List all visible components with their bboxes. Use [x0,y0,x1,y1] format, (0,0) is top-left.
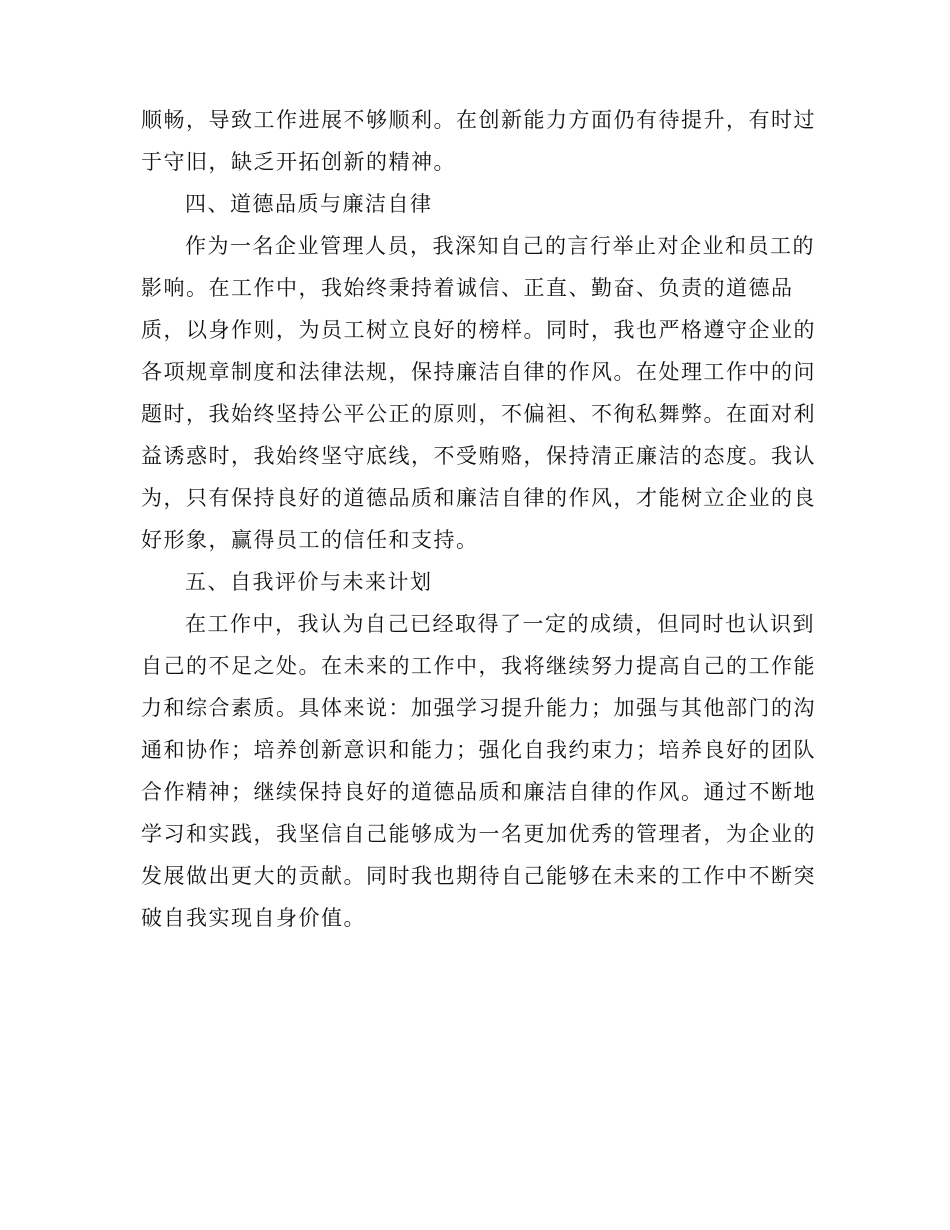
text-line: 顺畅，导致工作进展不够顺利。在创新能力方面仍有待提升，有时过 [141,108,816,132]
section-heading: 四、道德品质与廉洁自律 [185,192,433,216]
text-line: 影响。在工作中，我始终秉持着诚信、正直、勤奋、负责的道德品 [141,276,794,300]
text-line: 题时，我始终坚持公平公正的原则，不偏袒、不徇私舞弊。在面对利 [141,402,816,426]
text-line: 发展做出更大的贡献。同时我也期待自己能够在未来的工作中不断突 [141,864,816,888]
section-heading: 五、自我评价与未来计划 [185,570,433,594]
text-line: 自己的不足之处。在未来的工作中，我将继续努力提高自己的工作能 [141,654,816,678]
text-line: 作为一名企业管理人员，我深知自己的言行举止对企业和员工的 [185,234,815,258]
text-line: 破自我实现自身价值。 [141,906,366,930]
text-line: 合作精神；继续保持良好的道德品质和廉洁自律的作风。通过不断地 [141,780,816,804]
text-line: 好形象，赢得员工的信任和支持。 [141,528,479,552]
document-body [141,99,816,939]
text-line: 各项规章制度和法律法规，保持廉洁自律的作风。在处理工作中的问 [141,360,816,384]
text-line: 在工作中，我认为自己已经取得了一定的成绩，但同时也认识到 [185,612,815,636]
text-line: 学习和实践，我坚信自己能够成为一名更加优秀的管理者，为企业的 [141,822,816,846]
text-line: 于守旧，缺乏开拓创新的精神。 [141,150,456,174]
text-line: 益诱惑时，我始终坚守底线，不受贿赂，保持清正廉洁的态度。我认 [141,444,816,468]
text-line: 为，只有保持良好的道德品质和廉洁自律的作风，才能树立企业的良 [141,486,816,510]
text-line: 质，以身作则，为员工树立良好的榜样。同时，我也严格遵守企业的 [141,318,816,342]
text-line: 通和协作；培养创新意识和能力；强化自我约束力；培养良好的团队 [141,738,816,762]
text-line: 力和综合素质。具体来说：加强学习提升能力；加强与其他部门的沟 [141,696,816,720]
